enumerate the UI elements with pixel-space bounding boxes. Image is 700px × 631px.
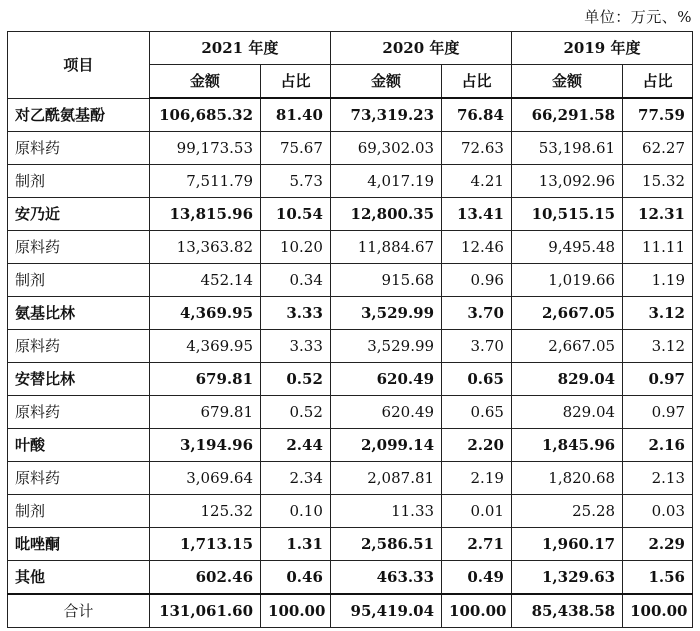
ratio-cell: 3.70: [442, 330, 512, 363]
category-row: [8, 297, 693, 330]
column-header-year-2021: 2021 年度: [149, 32, 330, 65]
category-row: [8, 528, 693, 561]
unit-note: 单位：万元、%: [584, 8, 692, 26]
ratio-cell: 100.00: [442, 594, 512, 628]
amount-cell: 106,685.32: [149, 98, 260, 132]
total-row: [8, 594, 693, 628]
ratio-cell: 81.40: [261, 98, 331, 132]
ratio-cell: 0.10: [261, 495, 331, 528]
ratio-cell: 3.12: [623, 330, 693, 363]
column-header-ratio: 占比: [261, 65, 331, 99]
amount-cell: 13,092.96: [511, 165, 622, 198]
table-body: [8, 98, 693, 628]
amount-cell: 12,800.35: [330, 198, 441, 231]
amount-cell: 25.28: [511, 495, 622, 528]
ratio-cell: 3.33: [261, 297, 331, 330]
amount-cell: 13,363.82: [149, 231, 260, 264]
ratio-cell: 0.96: [442, 264, 512, 297]
column-header-year-2020: 2020 年度: [330, 32, 511, 65]
amount-cell: 1,019.66: [511, 264, 622, 297]
amount-cell: 85,438.58: [511, 594, 622, 628]
amount-cell: 2,667.05: [511, 330, 622, 363]
row-label: 氨基比林: [8, 297, 150, 330]
row-label: 原料药: [8, 231, 150, 264]
amount-cell: 10,515.15: [511, 198, 622, 231]
ratio-cell: 3.12: [623, 297, 693, 330]
subcategory-row: [8, 495, 693, 528]
amount-cell: 1,820.68: [511, 462, 622, 495]
ratio-cell: 2.44: [261, 429, 331, 462]
ratio-cell: 0.52: [261, 363, 331, 396]
row-label: 制剂: [8, 264, 150, 297]
column-header-year-2019: 2019 年度: [511, 32, 692, 65]
amount-cell: 602.46: [149, 561, 260, 595]
amount-cell: 1,329.63: [511, 561, 622, 595]
amount-cell: 3,069.64: [149, 462, 260, 495]
ratio-cell: 1.31: [261, 528, 331, 561]
amount-cell: 99,173.53: [149, 132, 260, 165]
ratio-cell: 3.70: [442, 297, 512, 330]
amount-cell: 4,369.95: [149, 297, 260, 330]
row-label: 对乙酰氨基酚: [8, 98, 150, 132]
amount-cell: 1,845.96: [511, 429, 622, 462]
amount-cell: 452.14: [149, 264, 260, 297]
row-label: 叶酸: [8, 429, 150, 462]
amount-cell: 620.49: [330, 396, 441, 429]
row-label: 合计: [8, 594, 150, 628]
ratio-cell: 11.11: [623, 231, 693, 264]
ratio-cell: 10.54: [261, 198, 331, 231]
ratio-cell: 0.03: [623, 495, 693, 528]
subcategory-row: [8, 165, 693, 198]
ratio-cell: 2.20: [442, 429, 512, 462]
financial-table: [7, 31, 693, 628]
row-label: 吡唑酮: [8, 528, 150, 561]
ratio-cell: 5.73: [261, 165, 331, 198]
amount-cell: 4,017.19: [330, 165, 441, 198]
ratio-cell: 0.01: [442, 495, 512, 528]
ratio-cell: 0.97: [623, 396, 693, 429]
ratio-cell: 2.29: [623, 528, 693, 561]
ratio-cell: 76.84: [442, 98, 512, 132]
category-row: [8, 363, 693, 396]
subcategory-row: [8, 132, 693, 165]
ratio-cell: 75.67: [261, 132, 331, 165]
category-row: [8, 561, 693, 595]
amount-cell: 2,586.51: [330, 528, 441, 561]
amount-cell: 53,198.61: [511, 132, 622, 165]
ratio-cell: 12.31: [623, 198, 693, 231]
ratio-cell: 0.34: [261, 264, 331, 297]
row-label: 原料药: [8, 330, 150, 363]
ratio-cell: 0.97: [623, 363, 693, 396]
ratio-cell: 0.52: [261, 396, 331, 429]
ratio-cell: 2.71: [442, 528, 512, 561]
row-label: 原料药: [8, 462, 150, 495]
column-header-amount: 金额: [149, 65, 260, 99]
ratio-cell: 4.21: [442, 165, 512, 198]
column-header-ratio: 占比: [623, 65, 693, 99]
subcategory-row: [8, 330, 693, 363]
amount-cell: 73,319.23: [330, 98, 441, 132]
amount-cell: 95,419.04: [330, 594, 441, 628]
column-header-amount: 金额: [511, 65, 622, 99]
ratio-cell: 0.46: [261, 561, 331, 595]
amount-cell: 1,960.17: [511, 528, 622, 561]
category-row: [8, 98, 693, 132]
amount-cell: 69,302.03: [330, 132, 441, 165]
row-label: 安替比林: [8, 363, 150, 396]
amount-cell: 2,667.05: [511, 297, 622, 330]
row-label: 制剂: [8, 495, 150, 528]
ratio-cell: 100.00: [261, 594, 331, 628]
amount-cell: 7,511.79: [149, 165, 260, 198]
amount-cell: 463.33: [330, 561, 441, 595]
category-row: [8, 429, 693, 462]
amount-cell: 11.33: [330, 495, 441, 528]
amount-cell: 131,061.60: [149, 594, 260, 628]
amount-cell: 2,087.81: [330, 462, 441, 495]
amount-cell: 3,194.96: [149, 429, 260, 462]
ratio-cell: 0.65: [442, 396, 512, 429]
subcategory-row: [8, 396, 693, 429]
amount-cell: 915.68: [330, 264, 441, 297]
ratio-cell: 62.27: [623, 132, 693, 165]
amount-cell: 829.04: [511, 363, 622, 396]
subcategory-row: [8, 231, 693, 264]
column-header-amount: 金额: [330, 65, 441, 99]
row-label: 其他: [8, 561, 150, 595]
ratio-cell: 0.65: [442, 363, 512, 396]
amount-cell: 4,369.95: [149, 330, 260, 363]
ratio-cell: 10.20: [261, 231, 331, 264]
amount-cell: 66,291.58: [511, 98, 622, 132]
amount-cell: 11,884.67: [330, 231, 441, 264]
row-label: 制剂: [8, 165, 150, 198]
header-row-years: [8, 32, 693, 65]
amount-cell: 829.04: [511, 396, 622, 429]
subcategory-row: [8, 264, 693, 297]
row-label: 安乃近: [8, 198, 150, 231]
ratio-cell: 2.16: [623, 429, 693, 462]
ratio-cell: 12.46: [442, 231, 512, 264]
ratio-cell: 77.59: [623, 98, 693, 132]
amount-cell: 1,713.15: [149, 528, 260, 561]
category-row: [8, 198, 693, 231]
ratio-cell: 2.13: [623, 462, 693, 495]
ratio-cell: 1.19: [623, 264, 693, 297]
ratio-cell: 72.63: [442, 132, 512, 165]
amount-cell: 125.32: [149, 495, 260, 528]
amount-cell: 679.81: [149, 396, 260, 429]
ratio-cell: 2.34: [261, 462, 331, 495]
amount-cell: 13,815.96: [149, 198, 260, 231]
ratio-cell: 15.32: [623, 165, 693, 198]
subcategory-row: [8, 462, 693, 495]
ratio-cell: 1.56: [623, 561, 693, 595]
row-label: 原料药: [8, 396, 150, 429]
ratio-cell: 0.49: [442, 561, 512, 595]
ratio-cell: 3.33: [261, 330, 331, 363]
column-header-ratio: 占比: [442, 65, 512, 99]
row-label: 原料药: [8, 132, 150, 165]
ratio-cell: 13.41: [442, 198, 512, 231]
column-header-item: 项目: [8, 32, 150, 99]
ratio-cell: 100.00: [623, 594, 693, 628]
amount-cell: 2,099.14: [330, 429, 441, 462]
amount-cell: 3,529.99: [330, 330, 441, 363]
ratio-cell: 2.19: [442, 462, 512, 495]
amount-cell: 620.49: [330, 363, 441, 396]
amount-cell: 9,495.48: [511, 231, 622, 264]
amount-cell: 679.81: [149, 363, 260, 396]
amount-cell: 3,529.99: [330, 297, 441, 330]
